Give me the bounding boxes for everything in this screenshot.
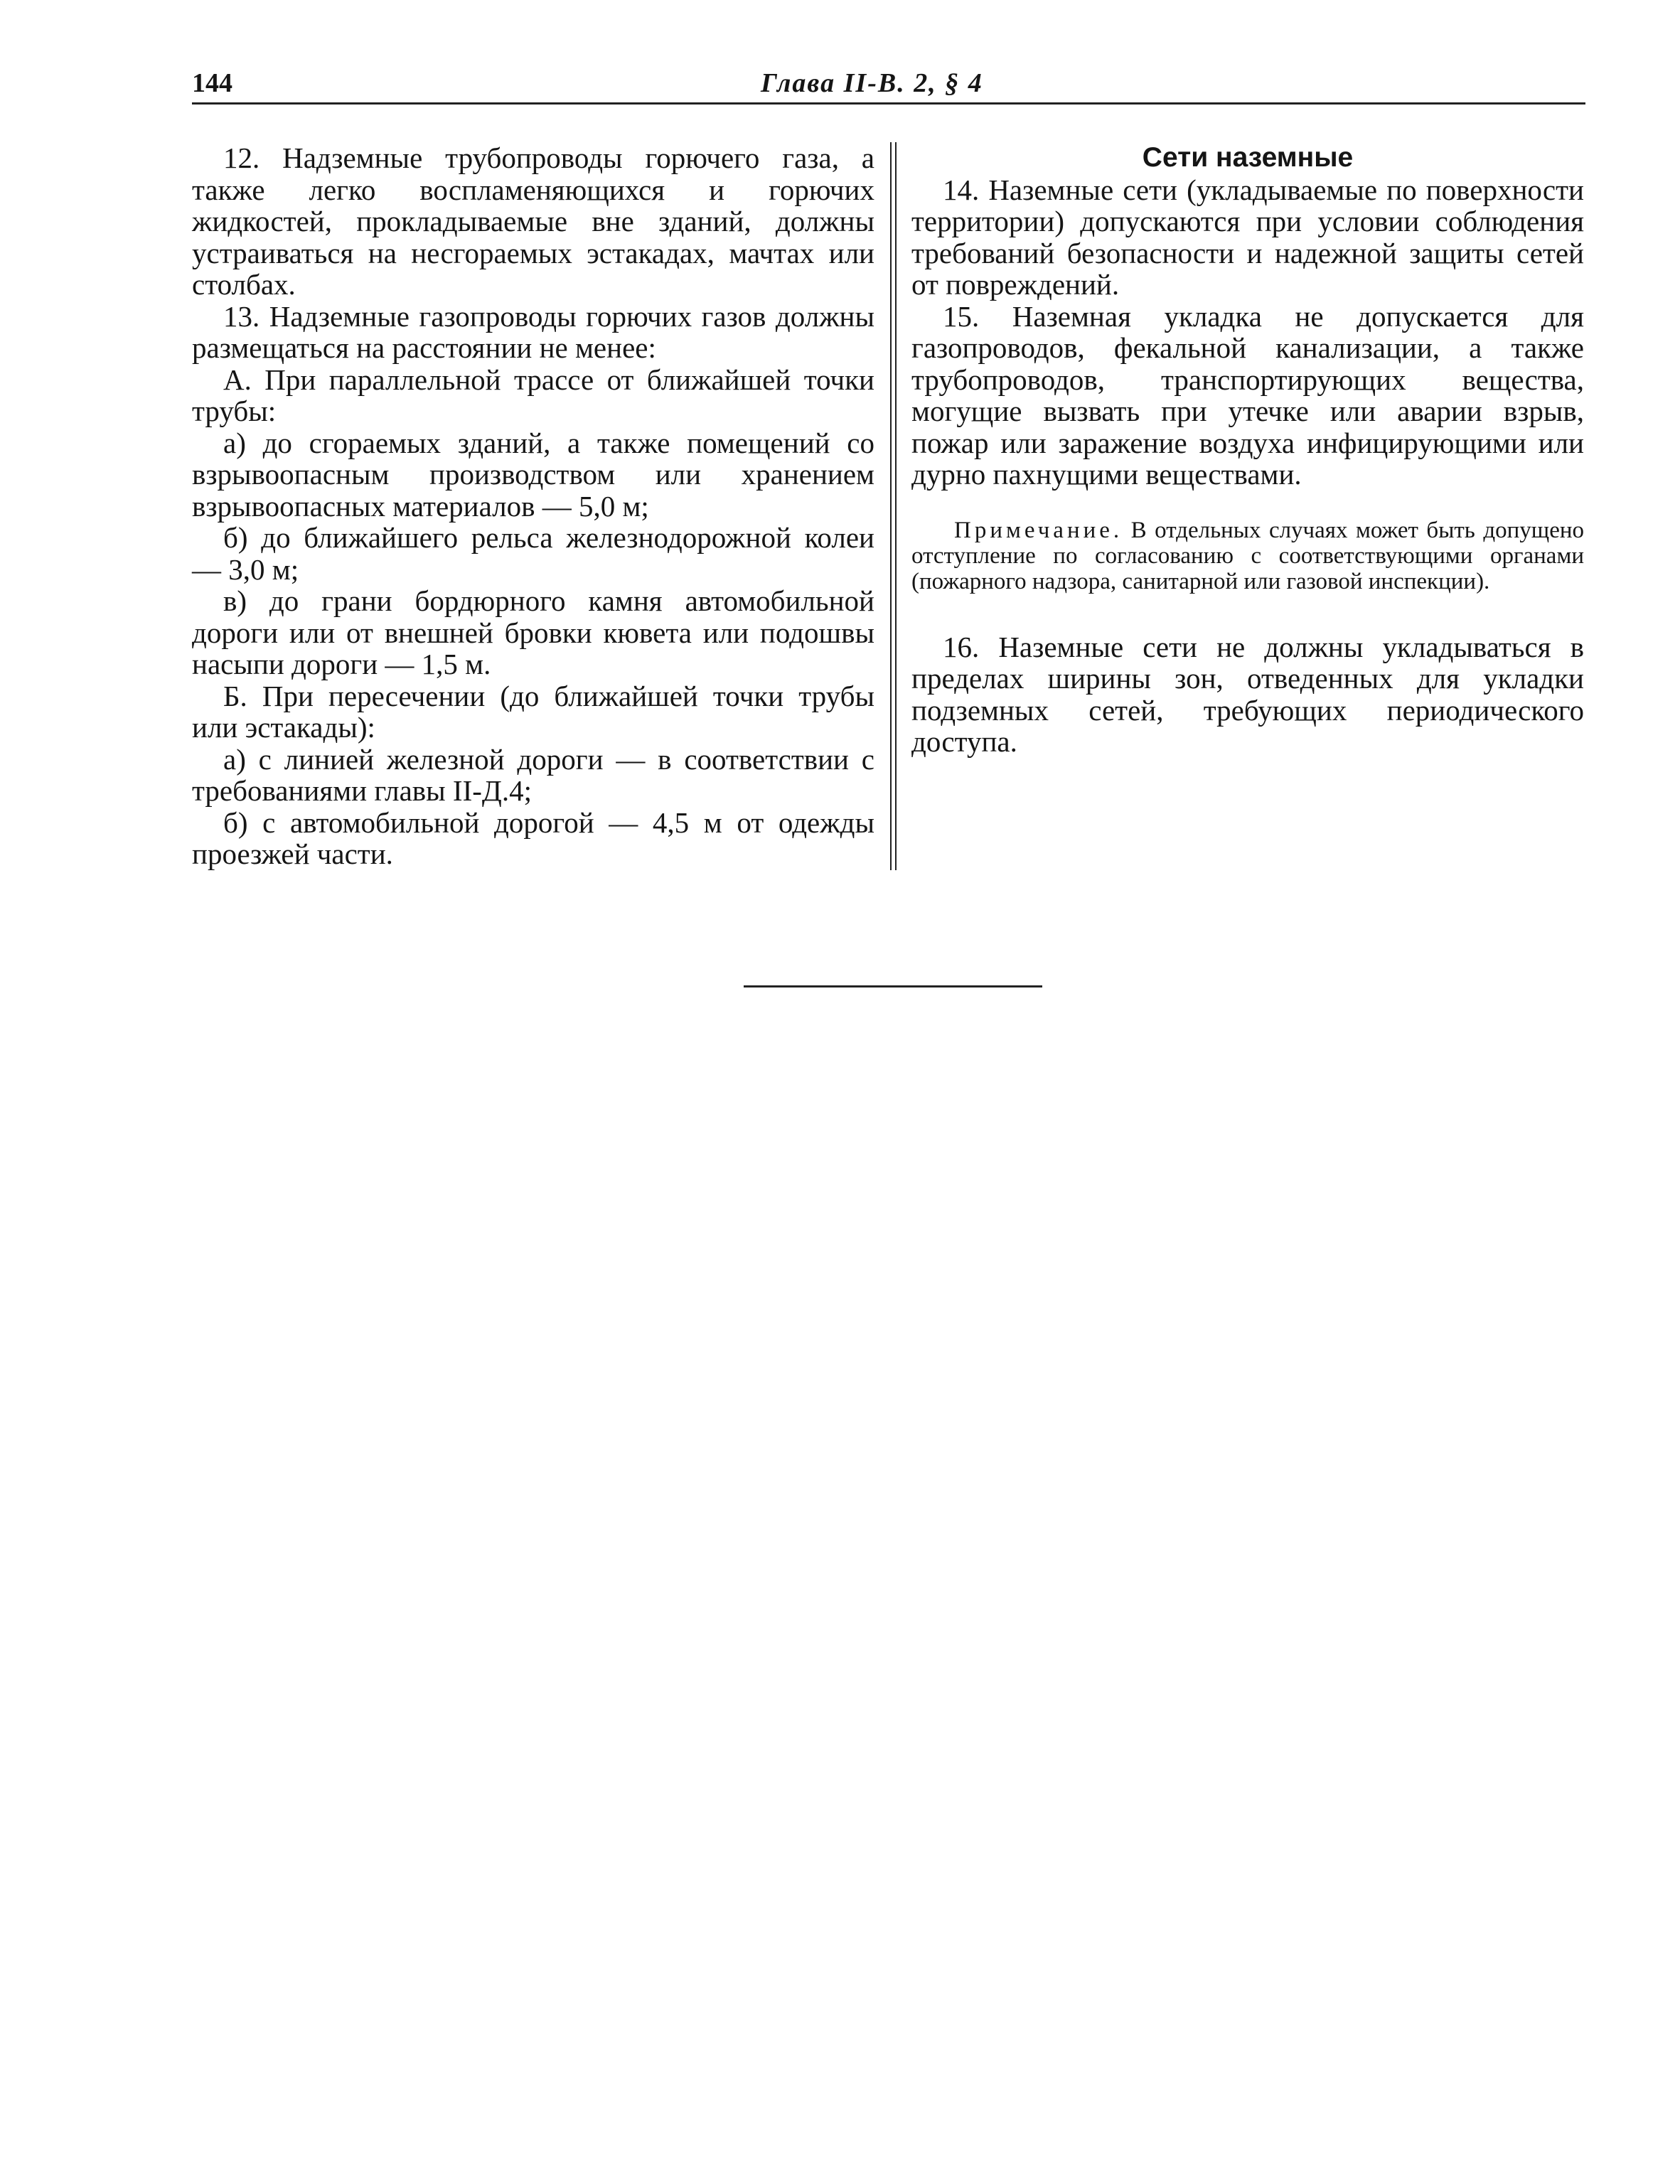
note	[911, 518, 1584, 594]
column-divider	[890, 142, 897, 870]
clause-a-item-c: в) до грани бордюрного камня автомобильной дороги или от внешней бровки кювета или подошвы насыпи дороги — 1,5 м.	[192, 584, 874, 680]
header-rule	[192, 102, 1585, 105]
paragraph-15: 15. Наземная укладка не допускается для газопроводов, фекальной канализации, а также трубопроводов, транспортирующих вещества, могущие вызвать при утечке или аварии взрыв, пожар или заражение воздуха инфицирующими или дурно пахнущими веществами.	[911, 299, 1584, 491]
note-text: В отдельных случаях может быть допущено отступление по согласованию с соответствующими органами (пожарного надзора, санитарной или газовой инспекции).	[911, 517, 1584, 594]
section-title: Сети наземные	[1142, 142, 1354, 173]
clause-a-item-b: б) до ближайшего рельса железнодорожной колеи — 3,0 м;	[192, 521, 874, 586]
clause-b-item-a: а) с линией железной дороги — в соответствии с требованиями главы II-Д.4;	[192, 742, 874, 807]
clause-b-item-b: б) с автомобильной дорогой — 4,5 м от одежды проезжей части.	[192, 805, 874, 870]
paragraph-16: 16. Наземные сети не должны укладываться в пределах ширины зон, отведенных для укладки подземных сетей, требующих периодического доступа.	[911, 630, 1584, 758]
paragraph-12: 12. Надземные трубопроводы горючего газа, а также легко воспламеняющихся и горючих жидкостей, прокладываемые вне зданий, должны устраиваться на несгораемых эстакадах, мачтах или столбах.	[192, 141, 874, 301]
page-header	[192, 68, 1585, 103]
running-head: Глава II-В. 2, § 4	[761, 68, 983, 98]
end-rule	[744, 985, 1042, 987]
paragraph-13: 13. Надземные газопроводы горючих газов должны размещаться на расстоянии не менее:	[192, 299, 874, 364]
right-column	[911, 142, 1584, 758]
clause-b-heading: Б. При пересечении (до ближайшей точки трубы или эстакады):	[192, 679, 874, 744]
left-column	[192, 142, 874, 870]
clause-a-heading: А. При параллельной трассе от ближайшей точки трубы:	[192, 363, 874, 427]
note-label: Примечание.	[954, 517, 1123, 543]
page-number: 144	[192, 68, 232, 98]
clause-a-item-a: а) до сгораемых зданий, а также помещений со взрывоопасным производством или хранением взрывоопасных материалов — 5,0 м;	[192, 426, 874, 523]
paragraph-14: 14. Наземные сети (укладываемые по поверхности территории) допускаются при условии соблюдения требований безопасности и надежной защиты сетей от повреждений.	[911, 173, 1584, 301]
